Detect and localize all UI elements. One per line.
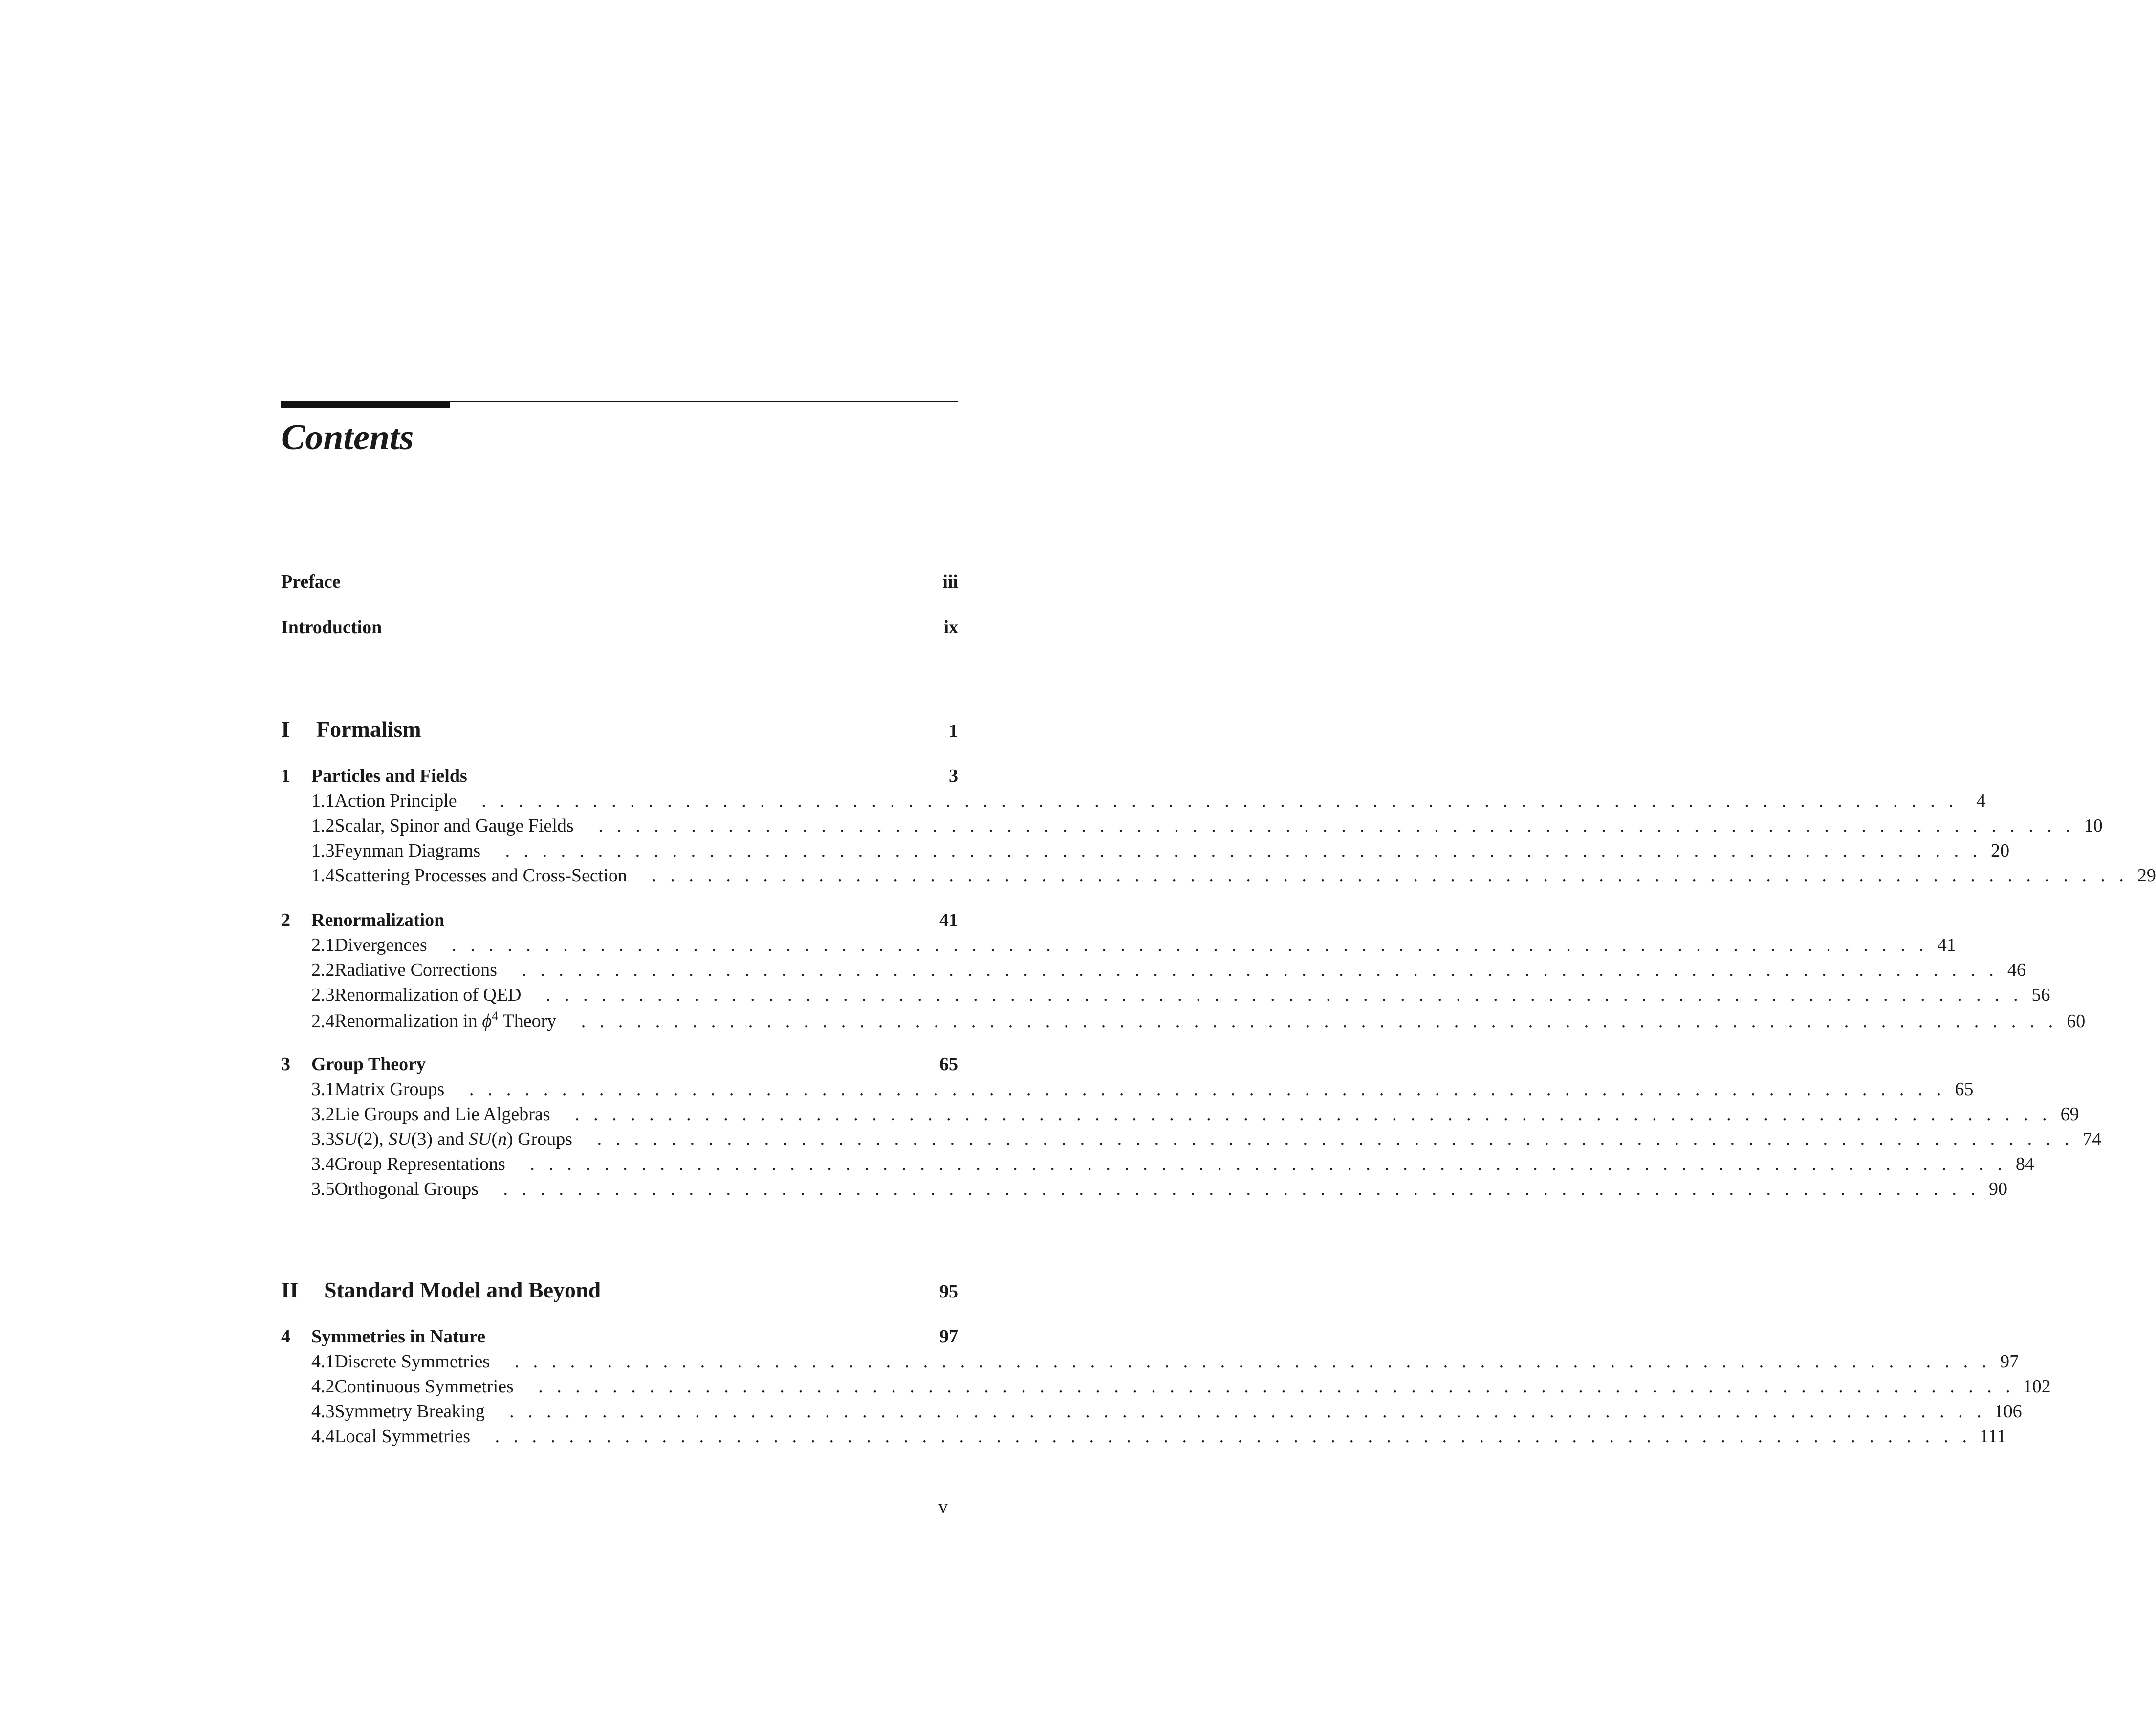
section-number: 4.3 — [311, 1401, 335, 1422]
section-page: 10 — [2084, 815, 2103, 836]
section-page: 20 — [1991, 840, 2010, 861]
section-number: 2.3 — [311, 985, 335, 1005]
label-text: SU — [388, 1129, 411, 1149]
section-label: Lie Groups and Lie Algebras — [334, 1104, 550, 1124]
part-numeral: I — [281, 717, 290, 742]
section-page: 106 — [1994, 1401, 2022, 1422]
chapter-number: 3 — [281, 1054, 290, 1075]
dot-leader: . . . . . . . . . . . . . . . . . . . . . . . . . . . . . . . . . . . . . . . . . . . . . . . . . . . . . . . . . . . . . . . . . . . . . . . . . . . . . . . . — [481, 1426, 1967, 1447]
dot-leader: . . . . . . . . . . . . . . . . . . . . . . . . . . . . . . . . . . . . . . . . . . . . . . . . . . . . . . . . . . . . . . . . . . . . . . . . . . . . . . . . — [489, 1179, 1975, 1199]
dot-leader: . . . . . . . . . . . . . . . . . . . . . . . . . . . . . . . . . . . . . . . . . . . . . . . . . . . . . . . . . . . . . . . . . . . . . . . . . . . . . . . . — [437, 935, 1924, 955]
dot-leader: . . . . . . . . . . . . . . . . . . . . . . . . . . . . . . . . . . . . . . . . . . . . . . . . . . . . . . . . . . . . . . . . . . . . . . . . . . . . . . . . — [491, 840, 1978, 861]
toc-entry-preface[interactable] — [281, 571, 958, 593]
section-number: 1.4 — [311, 865, 335, 886]
chapter-number: 1 — [281, 766, 290, 786]
section-number: 1.3 — [311, 840, 335, 861]
dot-leader: . . . . . . . . . . . . . . . . . . . . . . . . . . . . . . . . . . . . . . . . . . . . . . . . . . . . . . . . . . . . . . . . . . . . . . . . . . . . . . . . — [561, 1104, 2047, 1124]
toc-section[interactable] — [281, 1401, 2022, 1422]
toc-part-1[interactable] — [281, 716, 958, 742]
toc-section[interactable] — [281, 1376, 2051, 1397]
label-text: SU — [468, 1129, 492, 1149]
dot-leader: . . . . . . . . . . . . . . . . . . . . . . . . . . . . . . . . . . . . . . . . . . . . . . . . . . . . . . . . . . . . . . . . . . . . . . . . . . . . . . . . — [532, 985, 2018, 1005]
section-label: Scattering Processes and Cross-Section — [334, 865, 627, 886]
toc-section[interactable] — [281, 934, 1956, 956]
toc-section[interactable] — [281, 1078, 1974, 1100]
chapter-page: 65 — [939, 1054, 958, 1075]
chapter-page: 3 — [949, 766, 958, 786]
toc-section[interactable] — [281, 959, 2026, 981]
section-number: 4.4 — [311, 1426, 335, 1447]
toc-section[interactable] — [281, 790, 1986, 812]
section-number: 3.1 — [311, 1079, 335, 1099]
chapter-label: Particles and Fields — [311, 766, 467, 786]
toc-entry-label: Preface — [281, 572, 341, 592]
section-page: 102 — [2023, 1376, 2051, 1397]
part-page: 95 — [939, 1281, 958, 1302]
section-page: 41 — [1937, 935, 1956, 955]
section-label: Local Symmetries — [334, 1426, 471, 1447]
section-label: Group Representations — [334, 1154, 505, 1174]
toc-section[interactable] — [281, 1153, 2034, 1175]
section-label: Divergences — [334, 935, 427, 955]
section-number: 3.3 — [311, 1129, 335, 1149]
chapter-page: 97 — [939, 1326, 958, 1347]
section-number: 3.5 — [311, 1179, 335, 1199]
section-page: 111 — [1980, 1426, 2006, 1447]
dot-leader: . . . . . . . . . . . . . . . . . . . . . . . . . . . . . . . . . . . . . . . . . . . . . . . . . . . . . . . . . . . . . . . . . . . . . . . . . . . . . . . . — [455, 1079, 1941, 1099]
label-text: Theory — [498, 1011, 557, 1032]
section-number: 1.2 — [311, 815, 335, 836]
toc-section[interactable] — [281, 1009, 2086, 1032]
toc-section[interactable] — [281, 1426, 2006, 1447]
toc-chapter-4[interactable] — [281, 1326, 958, 1347]
section-label: Action Principle — [334, 791, 457, 811]
toc-section[interactable] — [281, 1103, 2079, 1125]
toc-section[interactable] — [281, 865, 2156, 886]
toc-chapter-2[interactable] — [281, 909, 958, 931]
chapter-label: Group Theory — [311, 1054, 426, 1075]
section-page: 46 — [2007, 960, 2026, 980]
toc-part-2[interactable] — [281, 1277, 958, 1303]
section-label — [335, 1128, 584, 1150]
toc-entry-page: iii — [942, 572, 958, 592]
part-numeral: II — [281, 1277, 299, 1302]
section-number: 1.1 — [311, 791, 335, 811]
part-label: Formalism — [316, 717, 421, 742]
section-number: 2.2 — [311, 960, 335, 980]
toc-section[interactable] — [281, 1351, 2019, 1372]
dot-leader: . . . . . . . . . . . . . . . . . . . . . . . . . . . . . . . . . . . . . . . . . . . . . . . . . . . . . . . . . . . . . . . . . . . . . . . . . . . . . . . . — [524, 1376, 2010, 1397]
label-text: ( — [491, 1129, 498, 1149]
toc-chapter-1[interactable] — [281, 765, 958, 787]
dot-leader: . . . . . . . . . . . . . . . . . . . . . . . . . . . . . . . . . . . . . . . . . . . . . . . . . . . . . . . . . . . . . . . . . . . . . . . . . . . . . . . . — [495, 1401, 1982, 1422]
title-rule-thick — [281, 401, 450, 408]
toc-entry-page: ix — [943, 617, 958, 638]
section-label: Radiative Corrections — [334, 960, 497, 980]
section-label: Matrix Groups — [334, 1079, 445, 1099]
section-label: Scalar, Spinor and Gauge Fields — [334, 815, 574, 836]
section-page: 69 — [2060, 1104, 2079, 1124]
dot-leader: . . . . . . . . . . . . . . . . . . . . . . . . . . . . . . . . . . . . . . . . . . . . . . . . . . . . . . . . . . . . . . . . . . . . . . . . . . . . . . . . — [516, 1154, 2002, 1174]
chapter-label: Renormalization — [311, 910, 445, 930]
dot-leader: . . . . . . . . . . . . . . . . . . . . . . . . . . . . . . . . . . . . . . . . . . . . . . . . . . . . . . . . . . . . . . . . . . . . . . . . . . . . . . . . — [507, 960, 1994, 980]
chapter-page: 41 — [939, 910, 958, 930]
section-page: 90 — [1988, 1179, 2007, 1199]
section-label: Symmetry Breaking — [334, 1401, 485, 1422]
section-label: Continuous Symmetries — [334, 1376, 514, 1397]
toc-section[interactable] — [281, 1178, 2007, 1200]
phi-symbol: ϕ — [482, 1011, 492, 1032]
section-page: 56 — [2031, 985, 2050, 1005]
section-page: 97 — [2000, 1351, 2019, 1372]
toc-section[interactable] — [281, 815, 2103, 836]
section-number: 2.1 — [311, 935, 335, 955]
label-text: (2), — [357, 1129, 389, 1149]
section-page: 60 — [2067, 1011, 2086, 1032]
label-text: SU — [334, 1129, 357, 1149]
section-page: 74 — [2083, 1129, 2102, 1149]
dot-leader: . . . . . . . . . . . . . . . . . . . . . . . . . . . . . . . . . . . . . . . . . . . . . . . . . . . . . . . . . . . . . . . . . . . . . . . . . . . . . . . . — [567, 1011, 2053, 1032]
label-text: Renormalization in — [334, 1011, 482, 1032]
section-label — [335, 1009, 567, 1032]
page-folio: v — [938, 1496, 948, 1517]
dot-leader: . . . . . . . . . . . . . . . . . . . . . . . . . . . . . . . . . . . . . . . . . . . . . . . . . . . . . . . . . . . . . . . . . . . . . . . . . . . . . . . . — [584, 815, 2070, 836]
section-label: Renormalization of QED — [334, 985, 522, 1005]
dot-leader: . . . . . . . . . . . . . . . . . . . . . . . . . . . . . . . . . . . . . . . . . . . . . . . . . . . . . . . . . . . . . . . . . . . . . . . . . . . . . . . . — [467, 791, 1954, 811]
dot-leader: . . . . . . . . . . . . . . . . . . . . . . . . . . . . . . . . . . . . . . . . . . . . . . . . . . . . . . . . . . . . . . . . . . . . . . . . . . . . . . . . — [583, 1129, 2069, 1149]
part-label: Standard Model and Beyond — [324, 1277, 601, 1302]
label-text: n — [498, 1129, 507, 1149]
section-number: 4.1 — [311, 1351, 335, 1372]
section-page: 29 — [2137, 865, 2156, 886]
page-title: Contents — [281, 418, 414, 458]
section-number: 3.4 — [311, 1154, 335, 1174]
part-page: 1 — [949, 721, 958, 741]
section-page: 84 — [2015, 1154, 2034, 1174]
section-number: 3.2 — [311, 1104, 335, 1124]
dot-leader: . . . . . . . . . . . . . . . . . . . . . . . . . . . . . . . . . . . . . . . . . . . . . . . . . . . . . . . . . . . . . . . . . . . . . . . . . . . . . . . . — [637, 865, 2124, 886]
label-text: (3) and — [411, 1129, 469, 1149]
toc-entry-label: Introduction — [281, 617, 382, 638]
chapter-number: 2 — [281, 910, 290, 930]
section-page: 65 — [1955, 1079, 1974, 1099]
section-label: Discrete Symmetries — [334, 1351, 490, 1372]
toc-chapter-3[interactable] — [281, 1054, 958, 1075]
toc-entry-introduction[interactable] — [281, 616, 958, 638]
label-text: ) Groups — [507, 1129, 573, 1149]
toc-section[interactable] — [281, 840, 2010, 861]
section-label: Feynman Diagrams — [334, 840, 481, 861]
chapter-label: Symmetries in Nature — [311, 1326, 486, 1347]
section-label: Orthogonal Groups — [334, 1179, 479, 1199]
section-number: 2.4 — [311, 1011, 335, 1032]
superscript: 4 — [491, 1009, 498, 1023]
chapter-number: 4 — [281, 1326, 290, 1347]
toc-section[interactable] — [281, 1128, 2102, 1150]
section-number: 4.2 — [311, 1376, 335, 1397]
dot-leader: . . . . . . . . . . . . . . . . . . . . . . . . . . . . . . . . . . . . . . . . . . . . . . . . . . . . . . . . . . . . . . . . . . . . . . . . . . . . . . . . — [501, 1351, 1987, 1372]
section-page: 4 — [1976, 791, 1986, 811]
toc-section[interactable] — [281, 984, 2050, 1006]
